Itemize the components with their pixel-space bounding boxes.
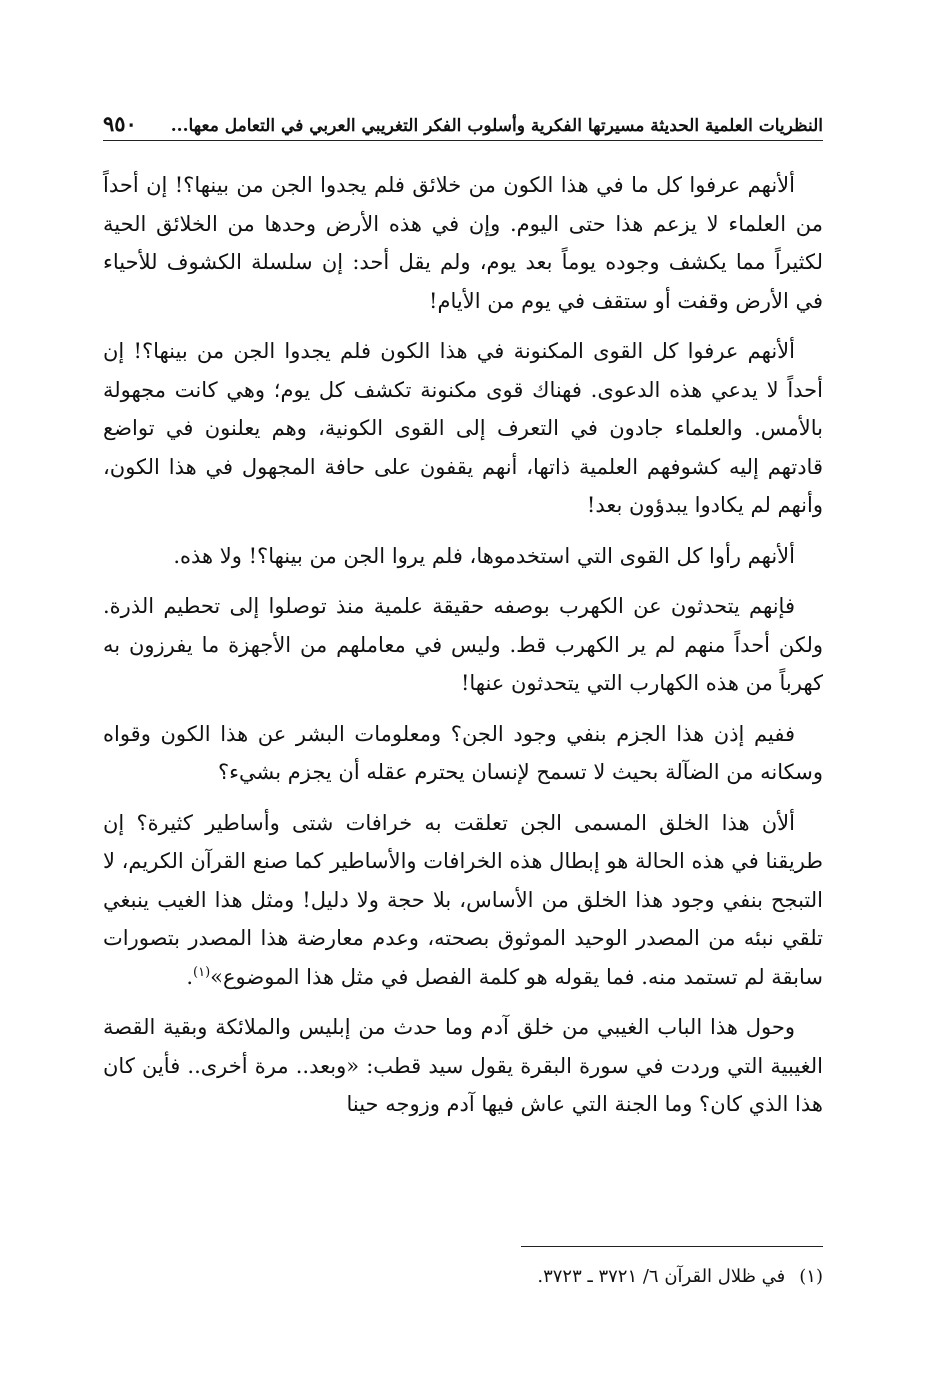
footnote-reference[interactable]: (١) [193,964,211,980]
paragraph-1: ألأنهم عرفوا كل ما في هذا الكون من خلائق فلم يجدوا الجن من بينها؟! إن أحداً من العلماء لا يزعم هذا حتى اليوم. وإن في هذه الأرض وحدها من الخلائق الحية لكثيراً مما يكشف وجوده يوماً بعد يوم، ولم يقل أحد: إن سلسلة الكشوف للأحياء في الأرض وقفت أو ستقف في يوم من الأيام! [103,173,823,313]
footnote [103,1262,823,1292]
paragraph-6 [103,804,823,997]
paragraph-6-text: ألأن هذا الخلق المسمى الجن تعلقت به خرافات شتى وأساطير كثيرة؟ إن طريقنا في هذه الحالة هو إبطال هذه الخرافات والأساطير كما صنع القرآن الكريم، لا التبجح بنفي وجود هذا الخلق من الأساس، بلا حجة ولا دليل! ومثل هذا الغيب ينبغي تلقي نبئه من المصدر الوحيد الموثوق بصحته، وعدم معارضة هذا المصدر بتصورات سابقة لم تستمد منه. فما يقوله هو كلمة الفصل في مثل هذا الموضوع» [103,810,823,989]
footnote-marker: (١) [799,1266,823,1287]
page-number: ٩٥٠ [103,111,137,136]
paragraph-4: فإنهم يتحدثون عن الكهرب بوصفه حقيقة علمية منذ توصلوا إلى تحطيم الذرة. ولكن أحداً منهم لم ير الكهرب قط. وليس في معاملهم من الأجهزة ما يفرزون به كهرباً من هذه الكهارب التي يتحدثون عنها! [103,594,823,695]
paragraph-6-end: . [186,964,194,989]
running-header [103,100,823,141]
paragraph-7: وحول هذا الباب الغيبي من خلق آدم وما حدث من إبليس والملائكة وبقية القصة الغيبية التي وردت في سورة البقرة يقول سيد قطب: «وبعد.. مرة أخرى.. فأين كان هذا الذي كان؟ وما الجنة التي عاش فيها آدم وزوجه حينا [103,1015,823,1116]
footnote-separator [521,1246,823,1247]
paragraph-5: ففيم إذن هذا الجزم بنفي وجود الجن؟ ومعلومات البشر عن هذا الكون وقواه وسكانه من الضآلة بحيث لا تسمح لإنسان يحترم عقله أن يجزم بشيء؟ [103,721,823,784]
paragraph-2: ألأنهم عرفوا كل القوى المكنونة في هذا الكون فلم يجدوا الجن من بينها؟! إن أحداً لا يدعي هذه الدعوى. فهناك قوى مكنونة تكشف كل يوم؛ وهي كانت مجهولة بالأمس. والعلماء جادون في التعرف إلى القوى الكونية، وهم يعلنون في تواضع قادتهم إليه كشوفهم العلمية ذاتها، أنهم يقفون على حافة المجهول في هذا الكون، وأنهم لم يكادوا يبدؤون بعد! [103,339,823,517]
paragraph-3: ألأنهم رأوا كل القوى التي استخدموها، فلم يروا الجن من بينها؟! ولا هذه. [173,543,795,568]
footnote-text: في ظلال القرآن ٦/ ٣٧٢١ ـ ٣٧٢٣. [537,1266,786,1287]
body-text [103,166,823,1136]
running-title: النظريات العلمية الحديثة مسيرتها الفكرية وأسلوب الفكر التغريبي العربي في التعامل معها... [170,116,823,136]
